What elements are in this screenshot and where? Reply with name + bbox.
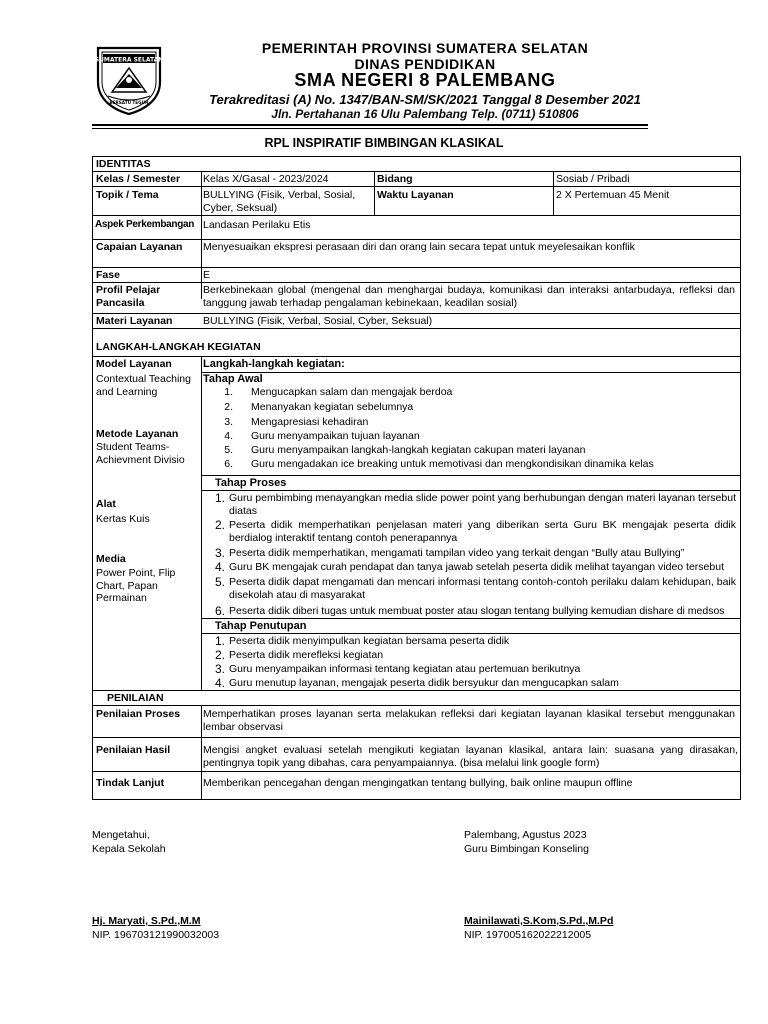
- penilaian-hasil-value: Mengisi angket evaluasi setelah mengikuti kegiatan layanan klasikal, antara lain: suasana yang dirasakan, pentingnya topik yang dibahas, cara penyampaiannya. (bisa melalui link google form): [203, 744, 738, 769]
- identitas-heading: IDENTITAS: [96, 158, 151, 170]
- list-number: 2.: [224, 401, 233, 413]
- media-value: Power Point, Flip Chart, Papan Permainan: [96, 567, 176, 604]
- aspek-label: Aspek Perkembangan: [95, 219, 195, 230]
- list-number: 2.: [214, 518, 225, 532]
- tahap-penutupan-label: Tahap Penutupan: [215, 620, 307, 632]
- tindak-lanjut-value: Memberikan pencegahan dengan mengingatkan tentang bullying, baik online maupun offline: [203, 777, 633, 789]
- alat-value: Kertas Kuis: [96, 513, 150, 525]
- media-label: Media: [96, 553, 126, 565]
- list-item: Guru pembimbing menayangkan media slide power point yang berhubungan dengan materi layanan tersebut diatas: [229, 492, 736, 517]
- list-item: Peserta didik menyimpulkan kegiatan bersama peserta didik: [229, 635, 510, 647]
- list-item: Peserta didik diberi tugas untuk membuat poster atau slogan tentang bullying kemudian dishare di medsos: [229, 605, 725, 617]
- list-number: 1.: [214, 491, 225, 505]
- alat-label: Alat: [96, 498, 116, 510]
- tahap-proses-label: Tahap Proses: [215, 477, 287, 489]
- list-item: Guru menyampaikan tujuan layanan: [251, 430, 420, 442]
- list-item: Menanyakan kegiatan sebelumnya: [251, 401, 414, 413]
- kelas-value: Kelas X/Gasal - 2023/2024: [203, 173, 329, 185]
- list-number: 3.: [214, 546, 225, 560]
- list-item: Peserta didik memperhatikan, mengamati tampilan video yang terkait dengan “Bully atau Bullying”: [229, 547, 685, 559]
- sign-right-name: Mainilawati,S.Kom,S.Pd.,M.Pd: [464, 915, 614, 927]
- capaian-label: Capaian Layanan: [96, 241, 183, 253]
- sign-left-line2: Kepala Sekolah: [92, 843, 166, 855]
- list-number: 3.: [214, 662, 225, 676]
- langkah-heading: LANGKAH-LANGKAH KEGIATAN: [96, 341, 261, 353]
- list-item: Peserta didik memperhatikan penjelasan materi yang diberikan serta Guru BK mengajak peserta didik berdialog interaktif tentang contoh penerapannya: [229, 519, 736, 544]
- list-item: Peserta didik merefleksi kegiatan: [229, 649, 384, 661]
- document-title: RPL INSPIRATIF BIMBINGAN KLASIKAL: [264, 136, 504, 150]
- letterhead-rule-thin: [92, 128, 648, 129]
- sign-right-line1: Palembang, Agustus 2023: [464, 829, 587, 841]
- letterhead-school-name: SMA NEGERI 8 PALEMBANG: [294, 70, 556, 90]
- letterhead-accreditation: Terakreditasi (A) No. 1347/BAN-SM/SK/2021 Tanggal 8 Desember 2021: [209, 92, 641, 107]
- bidang-label: Bidang: [377, 173, 413, 185]
- profil-label: Profil Pelajar Pancasila: [96, 284, 161, 309]
- list-number: 4.: [214, 676, 225, 690]
- sign-left-name: Hj. Maryati, S.Pd.,M.M: [92, 915, 201, 927]
- list-item: Guru BK mengajak curah pendapat dan tanya jawab setelah peserta didik melihat tayangan video tersebut: [229, 561, 724, 573]
- letterhead-rule-thick: [92, 124, 648, 126]
- list-number: 1.: [214, 634, 225, 648]
- profil-value: Berkebinekaan global (mengenal dan menghargai budaya, komunikasi dan interaksi antarbudaya, refleksi dan tanggung jawab terhadap pengalaman kebinekaan, keadilan sosial): [203, 284, 735, 309]
- bidang-value: Sosiab / Pribadi: [556, 173, 630, 185]
- metode-label: Metode Layanan: [96, 428, 179, 440]
- materi-label: Materi Layanan: [96, 315, 173, 327]
- tahap-awal-label: Tahap Awal: [203, 373, 263, 385]
- capaian-value: Menyesuaikan ekspresi perasaan diri dan orang lain secara tepat untuk meyelesaikan konflik: [203, 241, 635, 253]
- tindak-lanjut-label: Tindak Lanjut: [96, 777, 165, 789]
- model-value: Contextual Teaching and Learning: [96, 373, 191, 398]
- list-number: 6.: [224, 458, 233, 470]
- list-number: 4.: [224, 430, 233, 442]
- letterhead-address: Jln. Pertahanan 16 Ulu Palembang Telp. (0711) 510806: [271, 107, 579, 121]
- waktu-value: 2 X Pertemuan 45 Menit: [556, 189, 670, 201]
- model-label: Model Layanan: [96, 358, 172, 370]
- penilaian-hasil-label: Penilaian Hasil: [96, 744, 171, 756]
- list-number: 5.: [214, 575, 225, 589]
- svg-text:SUMATERA SELATAN: SUMATERA SELATAN: [94, 56, 164, 64]
- sign-right-line2: Guru Bimbingan Konseling: [464, 843, 589, 855]
- penilaian-proses-label: Penilaian Proses: [96, 708, 181, 720]
- sign-left-line1: Mengetahui,: [92, 829, 150, 841]
- list-item: Peserta didik dapat mengamati dan mencari informasi tentang contoh-contoh perilaku dalam kehidupan, baik disekolah atau di masyarakat: [229, 576, 736, 601]
- penilaian-proses-value: Memperhatikan proses layanan serta melakukan refleksi dari kegiatan layanan klasikal tersebut menggunakan lembar observasi: [203, 708, 735, 733]
- letterhead-department: DINAS PENDIDIKAN: [354, 56, 496, 72]
- sign-right-nip: NIP. 197005162022212005: [464, 929, 592, 941]
- svg-text:BERSATU TEGUH: BERSATU TEGUH: [109, 100, 149, 105]
- list-number: 5.: [224, 444, 233, 456]
- rpl-form-table: [92, 156, 741, 800]
- letterhead-government: PEMERINTAH PROVINSI SUMATERA SELATAN: [261, 40, 589, 56]
- list-number: 2.: [214, 648, 225, 662]
- school-emblem-logo: [92, 42, 166, 116]
- waktu-label: Waktu Layanan: [377, 189, 454, 201]
- kelas-label: Kelas / Semester: [96, 173, 181, 185]
- penilaian-heading: PENILAIAN: [107, 692, 164, 704]
- fase-label: Fase: [96, 269, 120, 281]
- fase-value: E: [203, 269, 211, 281]
- topik-value: BULLYING (Fisik, Verbal, Sosial, Cyber, Seksual): [203, 189, 356, 214]
- materi-value: BULLYING (Fisik, Verbal, Sosial, Cyber, Seksual): [203, 315, 433, 327]
- steps-label: Langkah-langkah kegiatan:: [203, 358, 345, 370]
- list-number: 3.: [224, 416, 233, 428]
- list-number: 4.: [214, 560, 225, 574]
- list-number: 6.: [214, 604, 225, 618]
- list-item: Guru mengadakan ice breaking untuk memotivasi dan mengkondisikan dinamika kelas: [251, 458, 654, 470]
- list-number: 1.: [224, 386, 233, 398]
- list-item: Mengapresiasi kehadiran: [251, 416, 369, 428]
- list-item: Guru menyampaikan informasi tentang kegiatan atau pertemuan berikutnya: [229, 663, 581, 675]
- list-item: Guru menyampaikan langkah-langkah kegiatan cakupan materi layanan: [251, 444, 586, 456]
- topik-label: Topik / Tema: [96, 189, 159, 201]
- list-item: Mengucapkan salam dan mengajak berdoa: [251, 386, 453, 398]
- list-item: Guru menutup layanan, mengajak peserta didik bersyukur dan mengucapkan salam: [229, 677, 619, 689]
- sign-left-nip: NIP. 196703121990032003: [92, 929, 220, 941]
- aspek-value: Landasan Perilaku Etis: [203, 219, 311, 231]
- metode-value: Student Teams-Achievment Divisio: [96, 441, 185, 466]
